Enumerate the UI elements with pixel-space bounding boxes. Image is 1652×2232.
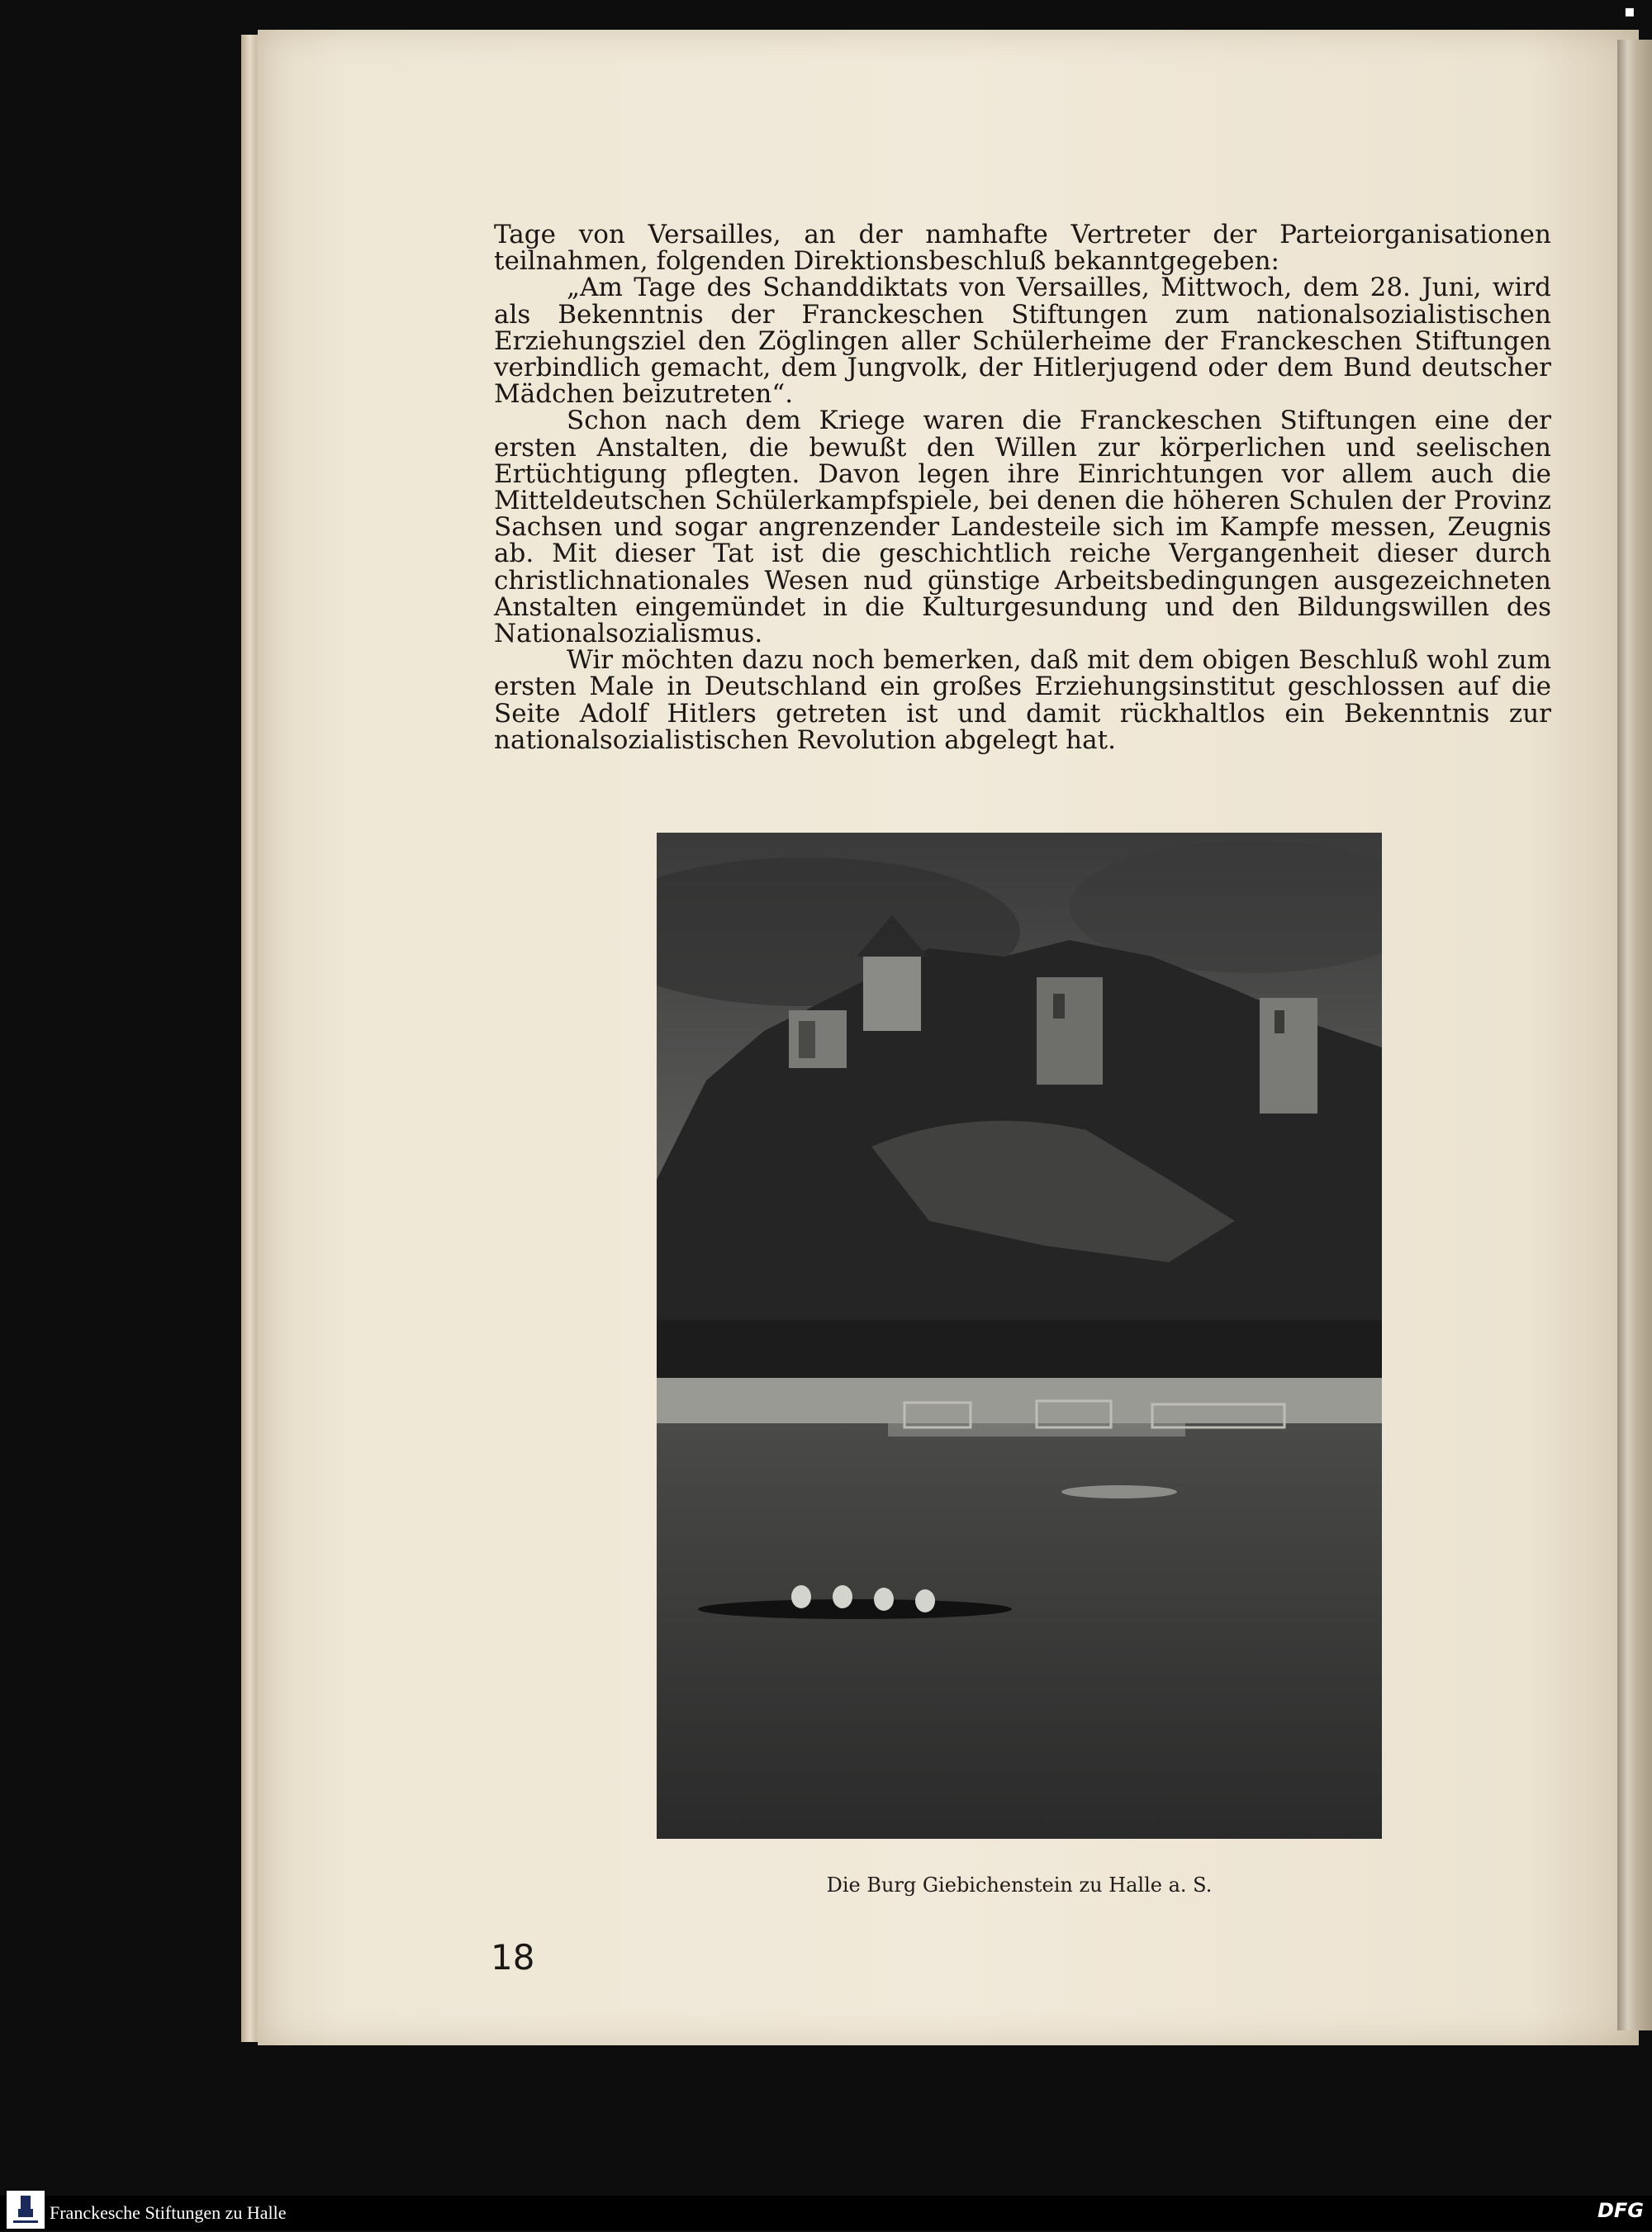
paragraph: Tage von Versailles, an der namhafte Vertreter der Parteiorganisationen teilnahmen, folgenden Direktionsbeschluß bekanntgegeben: xyxy=(494,220,1551,277)
corner-mark: ▪ xyxy=(1624,1,1635,21)
book-spine-edge xyxy=(1617,40,1652,2030)
castle-photo xyxy=(657,833,1382,1839)
footer-institution-name: Franckesche Stiftungen zu Halle xyxy=(50,2202,287,2223)
institution-logo-icon[interactable] xyxy=(7,2191,45,2229)
page-number: 18 xyxy=(491,1937,535,1978)
paragraph: „Am Tage des Schanddiktats von Versailles, Mittwoch, dem 28. Juni, wird als Bekenntnis der Franckeschen Stiftungen zum nationalsozialistischen Erziehungsziel den Zöglingen aller Schülerheime der Franckeschen Stiftungen verbindlich gemacht, dem Jungvolk, der Hitlerjugend oder dem Bund deutscher Mädchen beizutreten“. xyxy=(494,273,1551,410)
photo-caption: Die Burg Giebichenstein zu Halle a. S. xyxy=(826,1873,1213,1897)
body-text xyxy=(494,221,1551,753)
dfg-logo: DFG xyxy=(1597,2199,1644,2222)
paragraph: Schon nach dem Kriege waren die Franckeschen Stiftungen eine der ersten Anstalten, die bewußt den Willen zur körperlichen und seelischen Ertüchtigung pflegten. Davon legen ihre Einrichtungen vor allem auch die Mitteldeutschen Schülerkampfspiele, bei denen die höheren Schulen der Provinz Sachsen und sogar angrenzender Landesteile sich im Kampfe messen, Zeugnis ab. Mit dieser Tat ist die geschichtlich reiche Vergangenheit dieser durch christlichnationales Wesen nud günstige Arbeitsbedingungen ausgezeichneten Anstalten eingemündet in die Kulturgesundung und den Bildungswillen des Nationalsozialismus. xyxy=(494,406,1551,649)
paragraph: Wir möchten dazu noch bemerken, daß mit dem obigen Beschluß wohl zum ersten Male in Deutschland ein großes Erziehungsinstitut geschlossen auf die Seite Adolf Hitlers getreten ist und damit rückhaltlos ein Bekenntnis zur nationalsozialistischen Revolution abgelegt hat. xyxy=(494,645,1551,755)
